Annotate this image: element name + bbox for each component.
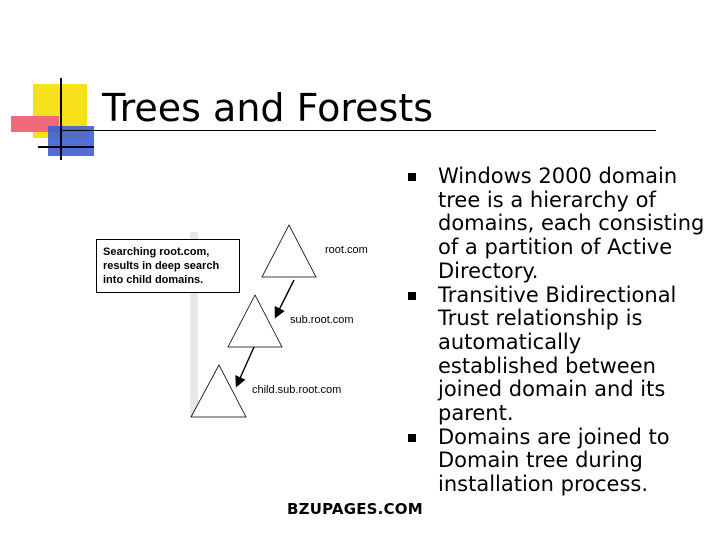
watermark-text: BZUPAGES.COM [287, 500, 423, 518]
label-root-domain: root.com [325, 244, 368, 256]
bullet-text: Transitive Bidirectional Trust relationship is automatically established between joined domain and its parent. [438, 282, 677, 426]
bullet-square-icon [408, 292, 416, 300]
bullet-square-icon [408, 173, 416, 181]
arrow-sub-to-child [237, 347, 254, 385]
bullet-text: Domains are joined to Domain tree during installation process. [438, 424, 670, 497]
bullet-square-icon [408, 434, 416, 442]
child-domain-triangle [191, 365, 246, 417]
bullet-item [408, 426, 708, 497]
bullet-list [408, 165, 708, 497]
label-sub-domain: sub.root.com [290, 314, 354, 326]
diagram-caption: Searching root.com, results in deep search into child domains. [96, 239, 240, 293]
label-child-domain: child.sub.root.com [252, 384, 342, 396]
bullet-text: Windows 2000 domain tree is a hierarchy of domains, each consisting of a partition of Active Directory. [438, 164, 705, 283]
root-domain-triangle [262, 225, 316, 277]
arrow-root-to-sub [276, 280, 294, 316]
slide-title: Trees and Forests [102, 86, 434, 130]
bullet-item [408, 284, 708, 426]
sub-domain-triangle [228, 295, 282, 347]
bullet-item [408, 165, 708, 284]
